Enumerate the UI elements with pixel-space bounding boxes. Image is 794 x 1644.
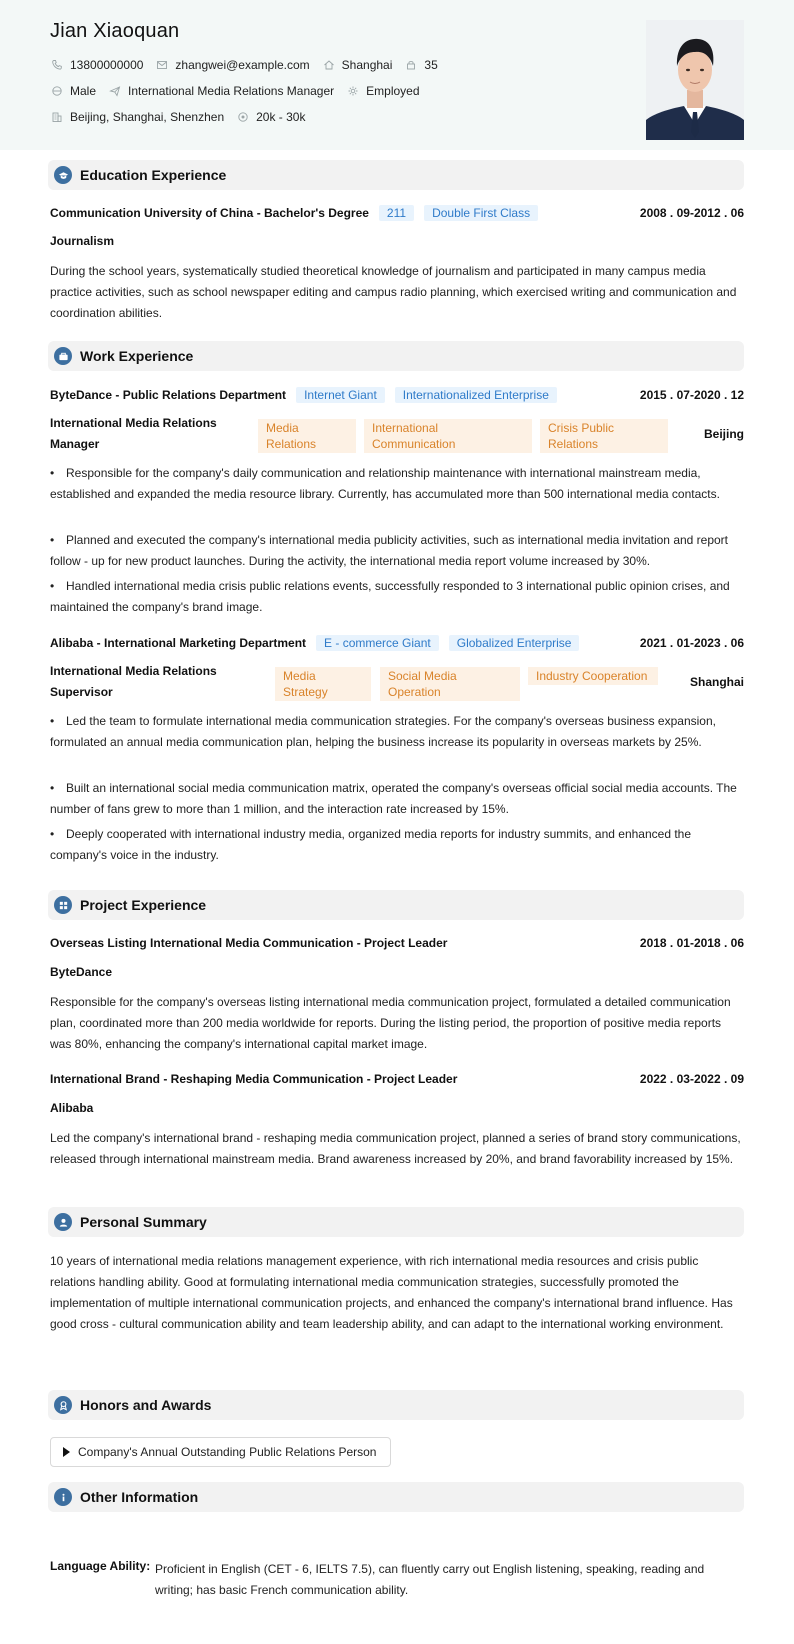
project-company-row — [50, 965, 744, 979]
info-icon — [54, 1488, 72, 1506]
status-row — [50, 84, 432, 98]
project-name: Overseas Listing International Media Communication - Project Leader — [50, 936, 448, 950]
skill-tag: International Communication — [364, 419, 532, 453]
project-company: ByteDance — [50, 965, 113, 979]
skill-tag: Industry Cooperation — [528, 667, 658, 685]
age-icon — [404, 58, 418, 72]
work-city: Shanghai — [689, 675, 744, 689]
work-bullet: • Planned and executed the company's international media publicity activities, such as international media invitation and report follow - up for new product launches. During the activity, the international media report volume increased by 30%. — [50, 533, 729, 568]
education-section-header — [48, 160, 744, 190]
work-entry-header — [50, 635, 744, 651]
school-tag: Double First Class — [424, 205, 538, 221]
work-role-row — [50, 413, 744, 455]
phone-text: 13800000000 — [70, 58, 144, 72]
project-section-header — [48, 890, 744, 920]
project-company-row — [50, 1101, 744, 1115]
city-text: Shanghai — [341, 58, 393, 72]
salary-text: 20k - 30k — [256, 110, 306, 124]
project-date: 2018 . 01-2018 . 06 — [639, 936, 744, 950]
work-section-header — [48, 341, 744, 371]
grid-icon — [54, 896, 72, 914]
work-bullet: • Built an international social media communication matrix, operated the company's overseas official social media accounts. The number of fans grew to more than 1 million, and the interaction rate increased by 15%. — [50, 781, 737, 816]
project-entry-header — [50, 1072, 744, 1086]
work-bullet: • Deeply cooperated with international industry media, organized media reports for industry summits, and enhanced the company's voice in the industry. — [50, 827, 692, 862]
graduation-cap-icon — [54, 166, 72, 184]
award-text: Company's Annual Outstanding Public Relations Person — [78, 1445, 377, 1459]
education-description: During the school years, systematically studied theoretical knowledge of journalism and participated in many campus media practice activities, such as school newspaper editing and campus radio planning, which exercised writing and communication and coordination abilities. — [50, 264, 737, 320]
gear-icon — [346, 84, 360, 98]
city-item — [322, 58, 393, 72]
project-date: 2022 . 03-2022 . 09 — [639, 1072, 744, 1086]
email-item — [155, 58, 309, 72]
employment-status-item — [346, 84, 419, 98]
education-entry-header — [50, 205, 744, 221]
phone-icon — [50, 58, 64, 72]
skill-tag: Crisis Public Relations — [540, 419, 668, 453]
home-icon — [322, 58, 336, 72]
salary-item — [236, 110, 305, 124]
project-entry-header — [50, 936, 744, 950]
education-section-title: Education Experience — [80, 167, 227, 183]
skill-tag: Social Media Operation — [380, 667, 520, 701]
candidate-name: Jian Xiaoquan — [50, 20, 180, 42]
honors-section-header — [48, 1390, 744, 1420]
briefcase-icon — [54, 347, 72, 365]
company-tag: E - commerce Giant — [316, 635, 439, 651]
work-section-title: Work Experience — [80, 348, 194, 364]
summary-section-header — [48, 1207, 744, 1237]
skill-tag: Media Relations — [258, 419, 356, 453]
age-text: 35 — [424, 58, 438, 72]
company-name: Alibaba - International Marketing Department — [50, 636, 307, 650]
major: Journalism — [50, 234, 115, 248]
summary-section-title: Personal Summary — [80, 1214, 207, 1230]
building-icon — [50, 110, 64, 124]
school-name: Communication University of China - Bachelor's Degree — [50, 206, 369, 220]
language-ability-label: Language Ability: — [50, 1559, 151, 1573]
work-bullet: • Handled international media crisis public relations events, successfully responded to 3 international public opinion crises, and maintained the company's brand image. — [50, 579, 730, 614]
job-title: International Media Relations Manager — [50, 416, 217, 451]
project-description: Responsible for the company's overseas listing international media communication project, formulated a detailed communication plan, coordinated more than 200 media worldwide for reports. During the listing period, the proportion of positive media reports was 80%, enhancing the company's international capital market image. — [50, 995, 731, 1051]
user-icon — [54, 1213, 72, 1231]
position-text: International Media Relations Manager — [128, 84, 335, 98]
company-tag: Globalized Enterprise — [449, 635, 580, 651]
job-title: International Media Relations Supervisor — [50, 664, 217, 699]
work-city: Beijing — [703, 427, 744, 441]
gender-icon — [50, 84, 64, 98]
employment-status-text: Employed — [366, 84, 420, 98]
honors-section-title: Honors and Awards — [80, 1397, 212, 1413]
send-icon — [108, 84, 122, 98]
project-name: International Brand - Reshaping Media Communication - Project Leader — [50, 1072, 458, 1086]
award-item[interactable] — [50, 1437, 391, 1467]
resume-header — [0, 0, 794, 150]
award-icon — [54, 1396, 72, 1414]
personal-summary-text: 10 years of international media relations management experience, with rich international media resources and crisis public relations handling ability. Good at formulating international media communication strategies, successfully promoted the implementation of multiple international communication projects, and enhanced the company's international brand influence. Has good cross - cultural communication ability and team leadership ability, and can adapt to the international working environment. — [50, 1254, 733, 1331]
preference-row — [50, 110, 317, 124]
work-role-row — [50, 661, 744, 703]
coin-icon — [236, 110, 250, 124]
contact-row — [50, 58, 450, 72]
phone-item — [50, 58, 143, 72]
company-tag: Internet Giant — [296, 387, 385, 403]
mail-icon — [155, 58, 169, 72]
education-date: 2008 . 09-2012 . 06 — [639, 206, 744, 220]
project-section-title: Project Experience — [80, 897, 207, 913]
education-major-row — [50, 234, 744, 248]
email-text: zhangwei@example.com — [175, 58, 310, 72]
work-date: 2021 . 01-2023 . 06 — [639, 636, 744, 650]
skill-tag: Media Strategy — [275, 667, 371, 701]
project-description: Led the company's international brand - reshaping media communication project, planned a series of brand story communications, released through international mainstream media. Brand awareness increased by 20%, and brand favorability increased by 15%. — [50, 1131, 741, 1166]
other-section-title: Other Information — [80, 1489, 199, 1505]
gender-item — [50, 84, 96, 98]
locations-item — [50, 110, 224, 124]
position-item — [108, 84, 334, 98]
work-entry-header — [50, 387, 744, 403]
profile-photo — [646, 20, 744, 140]
triangle-right-icon — [63, 1447, 70, 1457]
work-bullet: • Led the team to formulate international media communication strategies. For the company's overseas business expansion, formulated an annual media communication plan, helping the business increase its popularity in overseas markets by 25%. — [50, 714, 716, 749]
work-bullet: • Responsible for the company's daily communication and relationship maintenance with international mainstream media, established and expanded the media resource library. Currently, has accumulated more than 500 international media contacts. — [50, 466, 720, 501]
school-tag: 211 — [379, 205, 414, 221]
locations-text: Beijing, Shanghai, Shenzhen — [70, 110, 225, 124]
language-ability-text: Proficient in English (CET - 6, IELTS 7.5), can fluently carry out English listening, speaking, reading and writing; has basic French communication ability. — [155, 1562, 705, 1597]
work-date: 2015 . 07-2020 . 12 — [639, 388, 744, 402]
project-company: Alibaba — [50, 1101, 94, 1115]
company-tag: Internationalized Enterprise — [395, 387, 557, 403]
gender-text: Male — [70, 84, 97, 98]
other-section-header — [48, 1482, 744, 1512]
age-item — [404, 58, 437, 72]
company-name: ByteDance - Public Relations Department — [50, 388, 287, 402]
